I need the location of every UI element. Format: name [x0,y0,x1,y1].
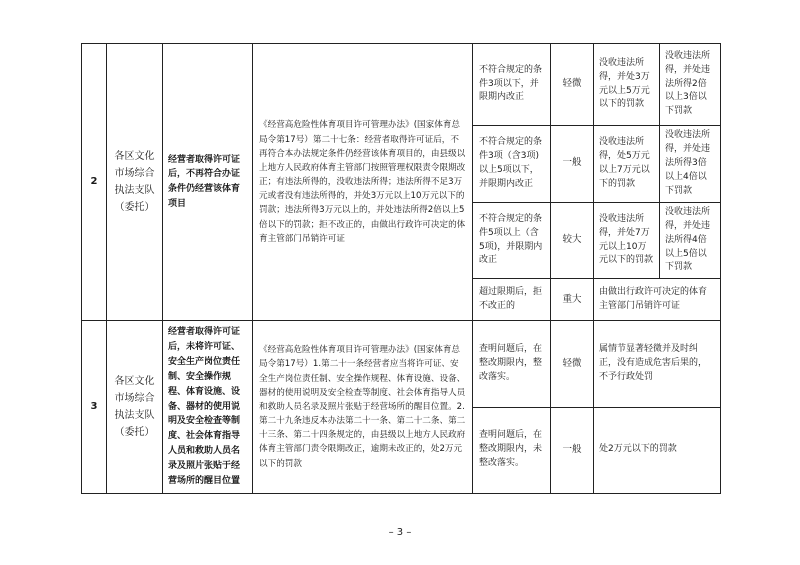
violation-condition: 查明问题后，在整改期限内，整改落实。 [473,321,551,407]
penalty-standard: 由做出行政许可决定的体育主管部门吊销许可证 [594,279,721,321]
penalty-standard: 没收违法所得，并处违法所得4倍以上5倍以下罚款 [660,202,721,279]
violation-matter: 经营者取得许可证后，未将许可证、安全生产岗位责任制、安全操作规程、体育设施、设备、器材的使用说明及安全检查等制度、社会体育指导人员和救助人员名录及照片张贴于经营场所的醒目位置 [163,321,253,493]
table-row [82,44,721,126]
row-number: 3 [82,321,107,493]
violation-matter: 经营者取得许可证后，不再符合办证条件仍经营该体育项目 [163,44,253,321]
penalty-standard: 属情节显著轻微并及时纠正，没有造成危害后果的，不予行政处罚 [594,321,721,407]
violation-condition: 超过限期后，拒不改正的 [473,279,551,321]
penalty-standard-table [81,43,721,494]
page-number: – 3 – [388,527,412,538]
violation-condition: 不符合规定的条件3项以下，并限期内改正 [473,44,551,126]
enforcement-department: 各区文化市场综合执法支队（委托） [107,44,163,321]
violation-condition: 查明问题后，在整改期限内，未整改落实。 [473,407,551,493]
violation-condition: 不符合规定的条件5项以上（含5项)，并限期内改正 [473,202,551,279]
legal-basis: 《经营高危险性体育项目许可管理办法》(国家体育总局令第17号）第二十七条：经营者取得许可证后，不再符合本办法规定条件仍经营该体育项目的，由县级以上地方人民政府体育主管部门按照管理权限责令限期改正；有违法所得的，没收违法所得；违法所得不足3万元或者没有违法所得的，并处3万元以上10万元以下的罚款；违法所得3万元以上的，并处违法所得2倍以上5倍以下的罚款；拒不改正的，由做出行政许可决定的体育主管部门吊销许可证 [253,44,473,321]
penalty-standard: 处2万元以下的罚款 [594,407,721,493]
penalty-standard: 没收违法所得，并处3万元以上5万元以下的罚款 [594,44,660,126]
row-number: 2 [82,44,107,321]
severity-level: 轻微 [551,44,594,126]
severity-level: 重大 [551,279,594,321]
legal-basis: 《经营高危险性体育项目许可管理办法》(国家体育总局令第17号）1.第二十一条经营者应当将许可证、安全生产岗位责任制、安全操作规程、体育设施、设备、器材的使用说明及安全检查等制度、社会体育指导人员和救助人员名录及照片张贴于经营场所的醒目位置。2.第二十九条违反本办法第二十一条、第二十二条、第二十三条、第二十四条规定的，由县级以上地方人民政府体育主管部门责令限期改正，逾期未改正的，处2万元以下的罚款 [253,321,473,493]
penalty-standard: 没收违法所得，处5万元以上7万元以下的罚款 [594,126,660,203]
penalty-standard: 没收违法所得，并处7万元以上10万元以下的罚款 [594,202,660,279]
penalty-standard: 没收违法所得，并处违法所得3倍以上4倍以下罚款 [660,126,721,203]
severity-level: 轻微 [551,321,594,407]
violation-condition: 不符合规定的条件3项（含3项)以上5项以下，并限期内改正 [473,126,551,203]
penalty-standard: 没收违法所得，并处违法所得2倍以上3倍以下罚款 [660,44,721,126]
enforcement-department: 各区文化市场综合执法支队（委托） [107,321,163,493]
table-row [82,321,721,407]
severity-level: 较大 [551,202,594,279]
severity-level: 一般 [551,407,594,493]
severity-level: 一般 [551,126,594,203]
